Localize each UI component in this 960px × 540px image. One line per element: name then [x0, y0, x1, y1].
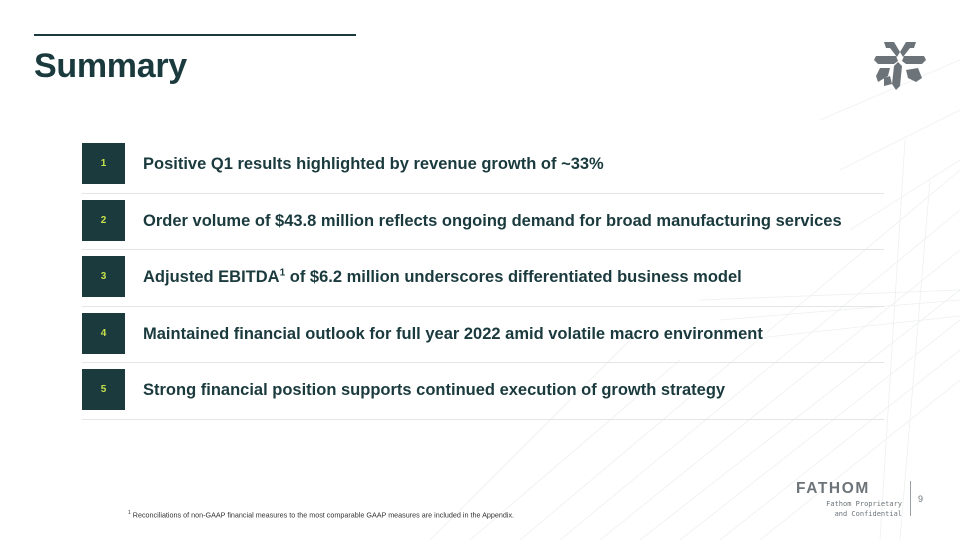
item-number-badge: 3: [82, 256, 125, 297]
item-number-badge: 5: [82, 369, 125, 410]
footnote-text: Reconciliations of non-GAAP financial measures to the most comparable GAAP measures are included in the Appendix.: [130, 510, 515, 520]
item-text: Strong financial position supports continued execution of growth strategy: [143, 381, 726, 399]
footer-divider: [910, 481, 911, 516]
summary-item: [82, 307, 884, 364]
item-text: Maintained financial outlook for full year 2022 amid volatile macro environment: [143, 324, 763, 343]
summary-item: [82, 137, 884, 194]
footnote-marker: 1: [279, 267, 286, 279]
page-number: 9: [918, 494, 924, 504]
item-text-part: Adjusted EBITDA: [143, 268, 280, 286]
fathom-logo-mark-icon: [870, 38, 928, 92]
summary-item: [82, 194, 884, 251]
summary-item: [82, 250, 884, 307]
item-text: Positive Q1 results highlighted by revenue growth of ~33%: [143, 155, 604, 173]
item-number-badge: 1: [82, 143, 125, 184]
item-text: [143, 268, 742, 287]
item-number-badge: 4: [82, 313, 125, 354]
confidential-label: Fathom Proprietary and Confidential: [826, 500, 902, 518]
title-rule: [34, 34, 356, 36]
footnote: [128, 510, 514, 519]
item-number-badge: 2: [82, 200, 125, 241]
summary-item: [82, 363, 884, 420]
item-text: Order volume of $43.8 million reflects ongoing demand for broad manufacturing services: [143, 211, 842, 230]
page-title: Summary: [34, 47, 187, 85]
footnote-marker: 1: [128, 510, 131, 516]
item-text-part: of $6.2 million underscores differentiated business model: [285, 268, 742, 286]
summary-list: [82, 137, 884, 420]
brand-wordmark: FATHOM: [796, 480, 870, 497]
